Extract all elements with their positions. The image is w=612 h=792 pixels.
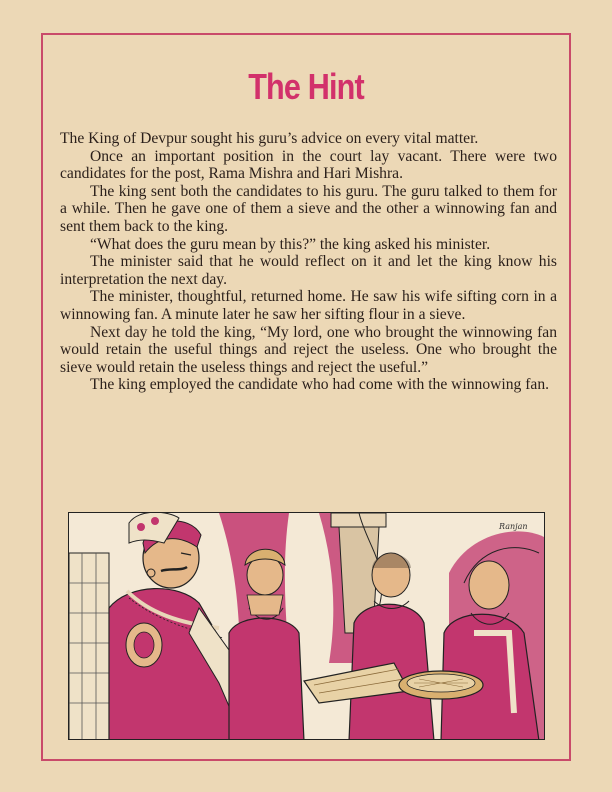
illustration-art: [69, 513, 545, 740]
paragraph: Once an important position in the court lay vacant. There were two candidates for the post, Rama Mishra and Hari Mishra.: [60, 147, 557, 183]
paragraph: The king employed the candidate who had come with the winnowing fan.: [90, 376, 550, 394]
story-text: [60, 130, 557, 394]
story-illustration: [68, 512, 545, 740]
paragraph: “What does the guru mean by this?” the king asked his minister.: [90, 235, 491, 253]
artist-signature: Ranjan: [499, 522, 528, 531]
paragraph: The minister, thoughtful, returned home. He saw his wife sifting corn in a winnowing fan. A minute later he saw her sifting flour in a sieve.: [60, 288, 557, 323]
paragraph: The king sent both the candidates to his guru. The guru talked to them for a while. Then he gave one of them a sieve and the other a winnowing fan and sent them back to the king.: [60, 182, 557, 235]
paragraph: The minister said that he would reflect on it and let the king know his interpretation the next day.: [60, 253, 557, 288]
paragraph: The King of Devpur sought his guru’s advice on every vital matter.: [60, 130, 479, 147]
paragraph: Next day he told the king, “My lord, one who brought the winnowing fan would retain the useful things and reject the useless. One who brought the sieve would retain the useless things and reject the useful.”: [60, 323, 557, 376]
story-title: The Hint: [248, 66, 364, 107]
